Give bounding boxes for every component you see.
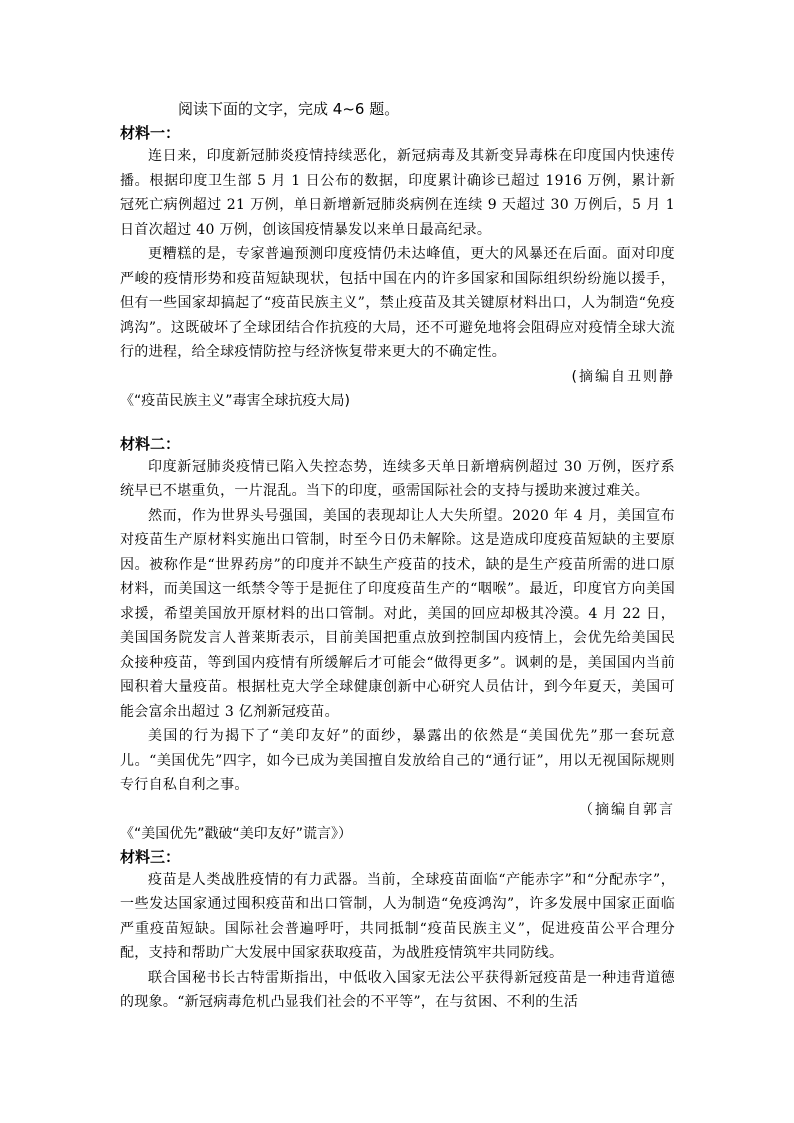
material-2-heading: 材料二： <box>120 434 181 453</box>
instruction-line: 阅读下面的文字，完成 4~6 题。 <box>178 100 400 118</box>
material-1-source <box>120 365 675 413</box>
material-2-paragraph: 美国的行为揭下了“美印友好”的面纱，暴露出的依然是“美国优先”那一套玩意儿。“美国优先”四字，如今已成为美国擅自发放给自己的“通行证”，用以无视国际规则专行自私自利之事。 <box>120 728 675 793</box>
material-1-heading: 材料一： <box>120 124 181 142</box>
material-3-heading: 材料三： <box>120 847 181 866</box>
material-1 <box>120 122 675 413</box>
material-3-paragraph: 疫苗是人类战胜疫情的有力武器。当前，全球疫苗面临“产能赤字”和“分配赤字”，一些发达国家通过囤积疫苗和出口管制，人为制造“免疫鸿沟”，许多发展中国家正面临严重疫苗短缺。国际社会普遍呼吁，共同抵制“疫苗民族主义”，促进疫苗公平合理分配，支持和帮助广大发展中国家获取疫苗，为战胜疫情筑牢共同防线。 <box>120 871 675 961</box>
source-author: (摘编自丑则静 <box>571 368 675 385</box>
material-2 <box>120 433 675 846</box>
material-2-paragraph: 然而，作为世界头号强国，美国的表现却让人大失所望。2020 年 4 月，美国宣布对疫苗生产原材料实施出口管制，时至今日仍未解除。这是造成印度疫苗短缺的主要原因。被称作是“世界药房”的印度并不缺生产疫苗的技术，缺的是生产疫苗所需的进口原材料，而美国这一纸禁令等于是扼住了印度疫苗生产的“咽喉”。最近，印度官方向美国求援，希望美国放开原材料的出口管制。对此，美国的回应却极其冷漠。4 月 22 日，美国国务院发言人普莱斯表示，目前美国把重点放到控制国内疫情上，会优先给美国民众接种疫苗，等到国内疫情有所缓解后才可能会“做得更多”。讽刺的是，美国国内当前囤积着大量疫苗。根据杜克大学全球健康创新中心研究人员估计，到今年夏天，美国可能会富余出超过 3 亿剂新冠疫苗。 <box>120 507 675 720</box>
source-author: （摘编自郭言 <box>579 801 675 818</box>
material-1-paragraph: 连日来，印度新冠肺炎疫情持续恶化，新冠病毒及其新变异毒株在印度国内快速传播。根据印度卫生部 5 月 1 日公布的数据，印度累计确诊已超过 1916 万例，累计新冠死亡病例超过 21 万例，单日新增新冠肺炎病例在连续 9 天超过 30 万例后，5 月 1 日首次超过 40 万例，创该国疫情暴发以来单日最高纪录。 <box>120 148 675 238</box>
document-page <box>120 98 675 1015</box>
material-2-paragraph: 印度新冠肺炎疫情已陷入失控态势，连续多天单日新增病例超过 30 万例，医疗系统早已不堪重负，一片混乱。当下的印度，亟需国际社会的支持与援助来渡过难关。 <box>120 458 675 499</box>
material-3 <box>120 846 675 1015</box>
material-3-paragraph: 联合国秘书长古特雷斯指出，中低收入国家无法公平获得新冠疫苗是一种违背道德的现象。“新冠病毒危机凸显我们社会的不平等”，在与贫困、不利的生活 <box>120 969 675 1010</box>
material-2-source <box>120 798 675 846</box>
material-1-paragraph: 更糟糕的是，专家普遍预测印度疫情仍未达峰值，更大的风暴还在后面。面对印度严峻的疫情形势和疫苗短缺现状，包括中国在内的许多国家和国际组织纷纷施以援手，但有一些国家却搞起了“疫苗民族主义”，禁止疫苗及其关键原材料出口，人为制造“免疫鸿沟”。这既破坏了全球团结合作抗疫的大局，还不可避免地将会阻碍应对疫情全球大流行的进程，给全球疫情防控与经济恢复带来更大的不确定性。 <box>120 246 675 360</box>
spacer <box>120 413 675 433</box>
source-title: 《“美国优先”戳破“美印友好”谎言》） <box>120 825 353 842</box>
source-title: 《“疫苗民族主义”毒害全球抗疫大局) <box>120 392 350 409</box>
